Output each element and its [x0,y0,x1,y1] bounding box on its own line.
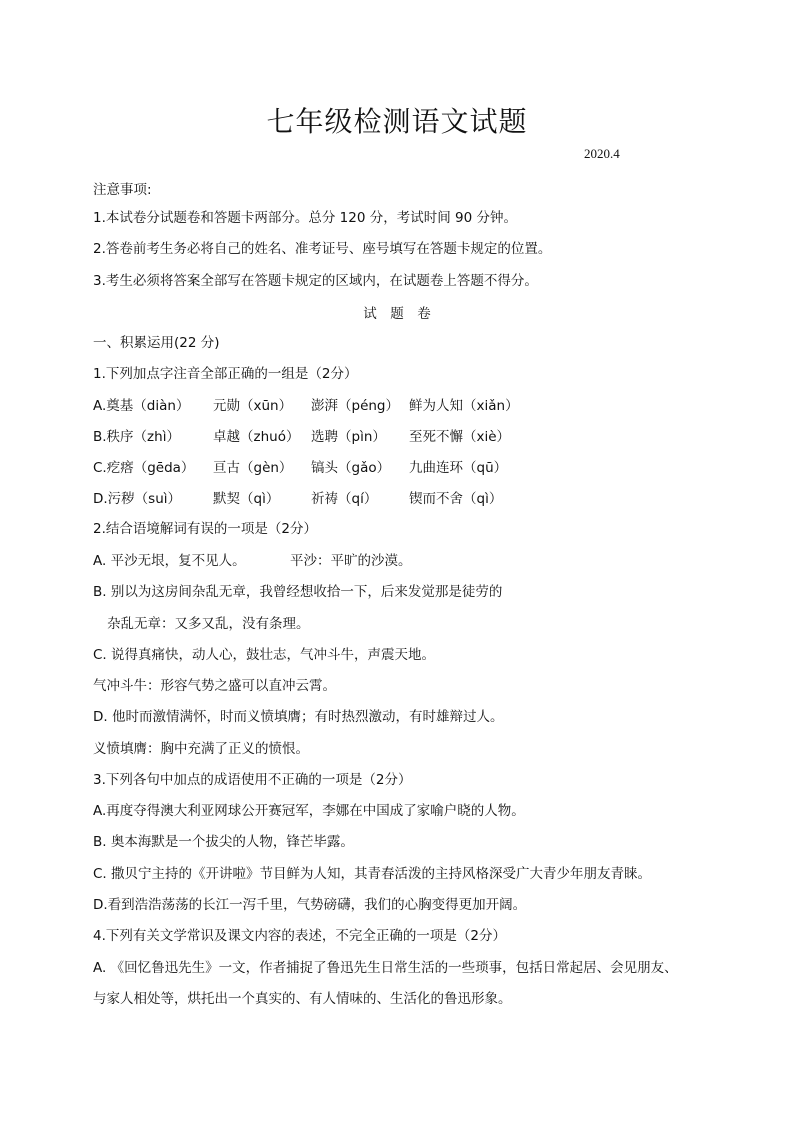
q2-option-b-sentence: B. 别以为这房间杂乱无章，我曾经想收拾一下，后来发觉那是徒劳的 [93,584,503,600]
notice-item-3: 3.考生必须将答案全部写在答题卡规定的区域内，在试题卷上答题不得分。 [93,273,538,289]
notice-item-2: 2.答卷前考生务必将自己的姓名、准考证号、座号填写在答题卡规定的位置。 [93,241,552,257]
q1-c-item-2: 亘古（gèn） [213,460,293,476]
q1-b-item-4: 至死不懈（xiè） [409,429,511,445]
q1-d-item-4: 锲而不舍（qì） [409,491,503,507]
q2-option-a-sentence: A. 平沙无垠，复不见人。 [93,553,246,569]
q1-a-item-3: 澎湃（péng） [311,398,400,414]
q1-a-item-4: 鲜为人知（xiǎn） [409,398,519,414]
q2-option-c-sentence: C. 说得真痛快，动人心，鼓壮志，气冲斗牛，声震天地。 [93,647,436,663]
q4-option-a-line-1: A. 《回忆鲁迅先生》一文，作者捕捉了鲁迅先生日常生活的一些琐事，包括日常起居、会见朋友、 [93,960,678,976]
q2-option-b-gloss: 杂乱无章：又多又乱，没有条理。 [107,616,310,632]
q2-option-a-gloss: 平沙：平旷的沙漠。 [290,553,412,569]
q1-stem: 1.下列加点字注音全部正确的一组是（2分） [93,366,358,382]
q1-b-item-1: B.秩序（zhì） [93,429,180,445]
q2-option-d-sentence: D. 他时而激情满怀，时而义愤填膺；有时热烈激动，有时雄辩过人。 [93,709,504,725]
q2-option-c-gloss: 气冲斗牛：形容气势之盛可以直冲云霄。 [93,678,336,694]
notice-heading: 注意事项: [93,182,152,198]
q3-stem: 3.下列各句中加点的成语使用不正确的一项是（2分） [93,772,412,788]
q1-a-item-2: 元勋（xūn） [213,398,293,414]
q1-b-item-2: 卓越（zhuó） [213,429,300,445]
q2-option-d-gloss: 义愤填膺：胸中充满了正义的愤恨。 [93,741,309,757]
q3-option-a: A.再度夺得澳大利亚网球公开赛冠军，李娜在中国成了家喻户晓的人物。 [93,803,525,819]
exam-date: 2020.4 [584,146,620,161]
q3-option-d: D.看到浩浩荡荡的长江一泻千里，气势磅礴，我们的心胸变得更加开阔。 [93,897,527,913]
q1-c-item-3: 镐头（gǎo） [311,460,391,476]
q1-d-item-1: D.污秽（suì） [93,491,182,507]
q3-option-c: C. 撒贝宁主持的《开讲啦》节目鲜为人知，其青春活泼的主持风格深受广大青少年朋友青睐。 [93,866,652,882]
q3-option-b: B. 奥本海默是一个拔尖的人物，锋芒毕露。 [93,834,354,850]
q4-option-a-line-2: 与家人相处等，烘托出一个真实的、有人情味的、生活化的鲁迅形象。 [93,991,512,1007]
part1-heading: 一、积累运用(22 分) [93,335,220,351]
q1-c-item-4: 九曲连环（qū） [409,460,508,476]
page-title: 七年级检测语文试题 [266,105,528,138]
q1-a-item-1: A.奠基（diàn） [93,398,190,414]
q2-stem: 2.结合语境解词有误的一项是（2分） [93,521,317,537]
q1-b-item-3: 选聘（pìn） [311,429,386,445]
q1-d-item-2: 默契（qì） [213,491,280,507]
q1-d-item-3: 祈祷（qí） [311,491,378,507]
notice-item-1: 1.本试卷分试题卷和答题卡两部分。总分 120 分，考试时间 90 分钟。 [93,210,517,226]
section-title: 试 题 卷 [363,306,431,322]
q4-stem: 4.下列有关文学常识及课文内容的表述，不完全正确的一项是（2分） [93,928,506,944]
q1-c-item-1: C.疙瘩（gēda） [93,460,195,476]
